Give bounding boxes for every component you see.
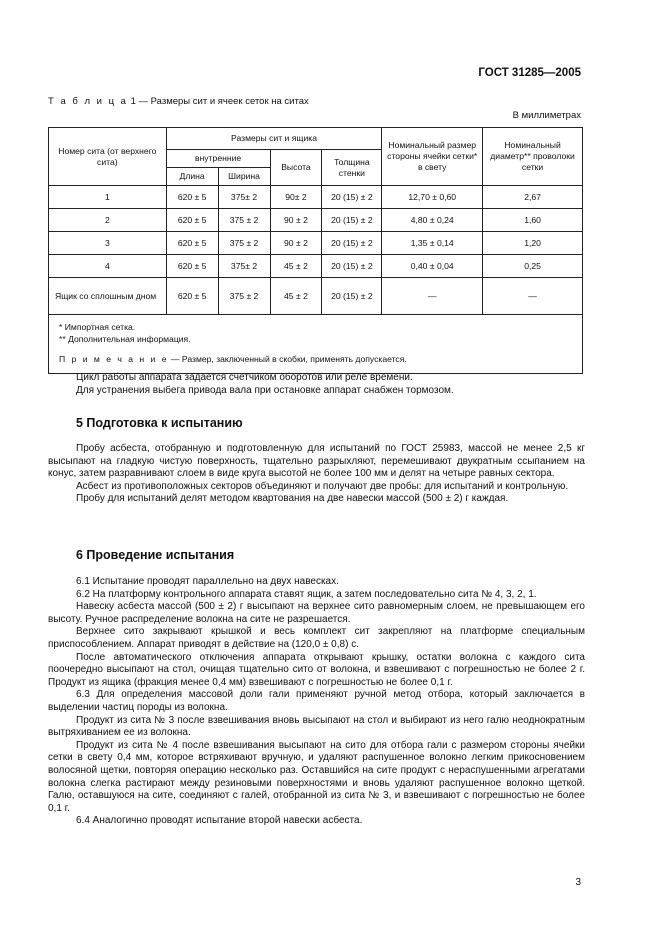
table-note xyxy=(59,353,574,365)
cell-height: 90 ± 2 xyxy=(270,232,322,255)
header-height: Высота xyxy=(270,150,322,186)
table-notes xyxy=(49,315,583,374)
header-length: Длина xyxy=(166,168,218,186)
cell-length: 620 ± 5 xyxy=(166,278,218,315)
paragraph: Продукт из сита № 3 после взвешивания вновь высыпают на стол и выбирают из него галю неоднократным вытряхиванием ее из волокна. xyxy=(48,714,585,739)
table-row xyxy=(49,209,583,232)
table-note-label: П р и м е ч а н и е xyxy=(59,354,169,364)
cell-width: 375± 2 xyxy=(218,186,270,209)
header-internal: внутренние xyxy=(166,150,270,168)
header-wall: Толщина стенки xyxy=(322,150,382,186)
paragraph: После автоматического отключения аппарата открывают крышку, остатки волокна с каждого сита поочередно высыпают на стол, очищая тщательно сито от волокна, и взвешивают с погрешностью не более 2 г. Продукт из ящика (фракция менее 0,4 мм) взвешивают с погрешностью не более 0,1 г. xyxy=(48,651,585,688)
cell-height: 45 ± 2 xyxy=(270,255,322,278)
section-5-heading: 5 Подготовка к испытанию xyxy=(76,416,243,430)
cell-mesh-side: 1,35 ± 0,14 xyxy=(382,232,483,255)
footnote-additional: ** Дополнительная информация. xyxy=(59,334,191,344)
paragraph: Пробу для испытаний делят методом квартования на две навески массой (500 ± 2) г каждая. xyxy=(76,493,509,505)
paragraph: Цикл работы аппарата задается счетчиком оборотов или реле времени. xyxy=(76,372,413,383)
cell-width: 375± 2 xyxy=(218,255,270,278)
cell-wire-diameter: 1,20 xyxy=(483,232,583,255)
standard-code: ГОСТ 31285—2005 xyxy=(478,67,581,79)
table-note-text: — Размер, заключенный в скобки, применять допускается. xyxy=(170,354,407,364)
table-row xyxy=(49,255,583,278)
cell-width: 375 ± 2 xyxy=(218,232,270,255)
cell-wall: 20 (15) ± 2 xyxy=(322,209,382,232)
cell-wire-diameter: 2,67 xyxy=(483,186,583,209)
cell-wall: 20 (15) ± 2 xyxy=(322,232,382,255)
cell-mesh-side: 4,80 ± 0,24 xyxy=(382,209,483,232)
page-number: 3 xyxy=(575,877,581,888)
cell-height: 45 ± 2 xyxy=(270,278,322,315)
section-6-body xyxy=(48,576,585,828)
cell-width: 375 ± 2 xyxy=(218,209,270,232)
section-5-body xyxy=(48,443,585,506)
table-row xyxy=(49,232,583,255)
cell-height: 90 ± 2 xyxy=(270,209,322,232)
table-units: В миллиметрах xyxy=(512,110,581,121)
footnote-imported: * Импортная сетка. xyxy=(59,322,136,332)
sieve-size-table xyxy=(48,127,583,374)
cell-length: 620 ± 5 xyxy=(166,255,218,278)
cell-wire-diameter: 1,60 xyxy=(483,209,583,232)
cell-length: 620 ± 5 xyxy=(166,232,218,255)
cell-wire-diameter: — xyxy=(483,278,583,315)
table-title-text: 1 — Размеры сит и ячеек сеток на ситах xyxy=(130,96,309,107)
header-width: Ширина xyxy=(218,168,270,186)
cell-sieve-number: 4 xyxy=(49,255,167,278)
cell-mesh-side: — xyxy=(382,278,483,315)
section-6-heading: 6 Проведение испытания xyxy=(76,548,235,562)
paragraph: 6.4 Аналогично проводят испытание второй навески асбеста. xyxy=(76,815,363,827)
paragraph: Верхнее сито закрывают крышкой и весь комплект сит закрепляют на платформе специальным приспособлением. Аппарат приводят в действие на (120,0 ± 0,8) с. xyxy=(48,626,585,650)
table-row xyxy=(49,186,583,209)
paragraph: Для устранения выбега привода вала при остановке аппарат снабжен тормозом. xyxy=(76,384,454,396)
cell-sieve-number: 2 xyxy=(49,209,167,232)
header-wire-diameter: Номинальный диаметр** проволоки сетки xyxy=(483,128,583,186)
cell-length: 620 ± 5 xyxy=(166,186,218,209)
paragraph: 6.2 На платформу контрольного аппарата ставят ящик, а затем последовательно сита № 4, 3, 2, 1. xyxy=(76,588,537,600)
cell-wire-diameter: 0,25 xyxy=(483,255,583,278)
table-title xyxy=(48,96,309,107)
paragraph: Навеску асбеста массой (500 ± 2) г высыпают на верхнее сито равномерным слоем, не превышающем его высоту. Ручное распределение волокна на сите не разрешается. xyxy=(48,601,585,625)
header-sieve-number: Номер сита (от верхнего сита) xyxy=(49,128,167,186)
cell-sieve-number: Ящик со сплошным дном xyxy=(49,278,167,315)
cell-wall: 20 (15) ± 2 xyxy=(322,186,382,209)
cell-mesh-side: 12,70 ± 0,60 xyxy=(382,186,483,209)
cell-height: 90± 2 xyxy=(270,186,322,209)
cell-sieve-number: 3 xyxy=(49,232,167,255)
header-sizes-group: Размеры сит и ящика xyxy=(166,128,382,150)
cell-wall: 20 (15) ± 2 xyxy=(322,278,382,315)
paragraph: Продукт из сита № 4 после взвешивания высыпают на сито для отбора гали с размером стороны ячейки сетки в свету 0,4 мм, которое встряхивают вручную, и удаляют распушенное волокно легким прикосновением волосяной щетки, повторяя операцию несколько раз. Оставшийся на сите продукт с нераспушенными агрегатами волокна слегка растирают между резиновыми поверхностями и вновь удаляют распушенное волокно щеткой. Галю, оставшуюся на сите, соединяют с галей, отобранной из сита № 3, и взвешивают с погрешностью не более 0,1 г. xyxy=(48,739,585,814)
header-mesh-side: Номинальный размер стороны ячейки сетки* в свету xyxy=(382,128,483,186)
paragraph: 6.1 Испытание проводят параллельно на двух навесках. xyxy=(76,576,339,587)
table-title-prefix: Т а б л и ц а xyxy=(48,96,128,107)
table-row xyxy=(49,278,583,315)
cell-wall: 20 (15) ± 2 xyxy=(322,255,382,278)
cell-mesh-side: 0,40 ± 0,04 xyxy=(382,255,483,278)
paragraph-block-top xyxy=(48,372,585,397)
paragraph: 6.3 Для определения массовой доли гали применяют ручной метод отбора, который заключается в выделении частиц породы из волокна. xyxy=(48,689,585,713)
cell-sieve-number: 1 xyxy=(49,186,167,209)
paragraph: Асбест из противоположных секторов объединяют и получают две пробы: для испытаний и контрольную. xyxy=(76,480,569,492)
paragraph: Пробу асбеста, отобранную и подготовленную для испытаний по ГОСТ 25983, массой не менее 2,5 кг высыпают на гладкую чистую поверхность, тщательно разрыхляют, перемешивают двукратным ссыпанием на конус, затем разравнивают слоем в виде круга высотой не более 100 мм и делят на четыре равных сектора. xyxy=(48,443,585,480)
cell-length: 620 ± 5 xyxy=(166,209,218,232)
cell-width: 375 ± 2 xyxy=(218,278,270,315)
